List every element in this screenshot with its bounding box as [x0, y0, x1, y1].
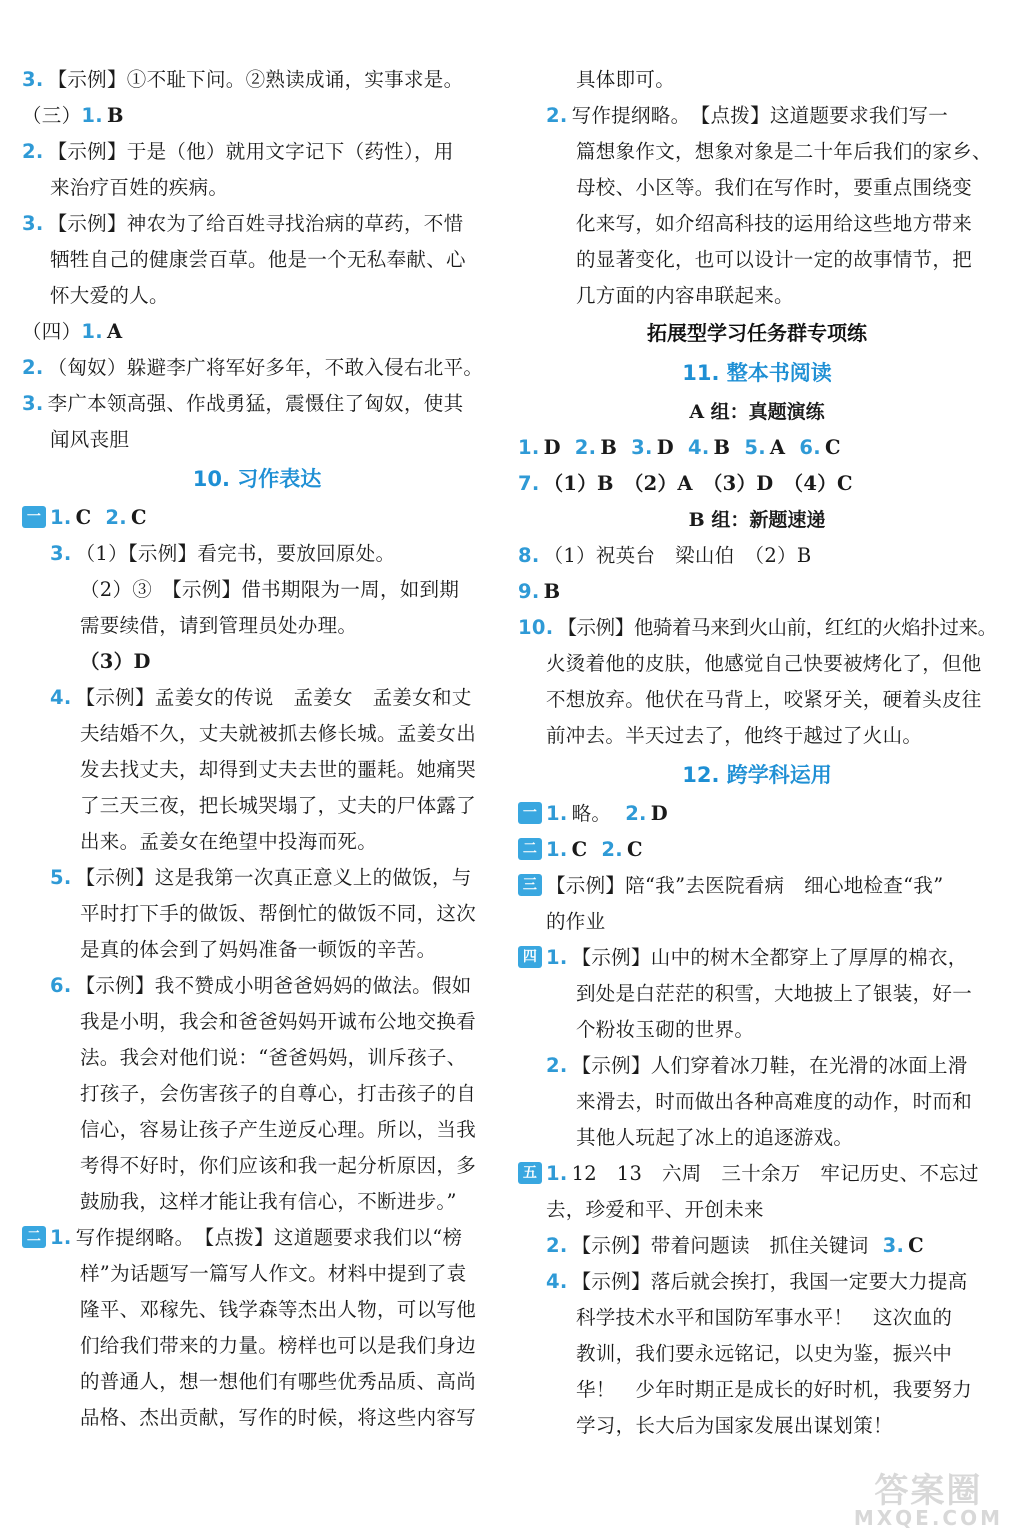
answer-line: 们给我们带来的力量。榜样也可以是我们身边: [80, 1334, 477, 1357]
answer-line: 的作业: [546, 910, 606, 933]
answer-line: 其他人玩起了冰上的追逐游戏。: [576, 1126, 854, 1149]
answer-line: 怀大爱的人。: [50, 284, 169, 307]
answer-line: 3. 李广本领高强、作战勇猛，震慑住了匈奴，使其: [22, 392, 464, 415]
answer-line: 五 1. 12 13 六周 三十余万 牢记历史、不忘过: [518, 1156, 996, 1192]
answer-line: 母校、小区等。我们在写作时，要重点围绕变: [576, 176, 973, 199]
answer-line: 牺牲自己的健康尝百草。他是一个无私奉献、心: [50, 248, 466, 271]
section-title: 10. 习作表达: [192, 467, 322, 491]
answer-line: 到处是白茫茫的积雪，大地披上了银装，好一: [576, 982, 973, 1005]
answer-line: 10. 【示例】他骑着马来到火山前，红红的火焰扑过来。: [518, 616, 997, 639]
answer-line: 三 【示例】陪“我”去医院看病 细心地检查“我”: [518, 868, 996, 904]
answer-line: 4. 【示例】孟姜女的传说 孟姜女 孟姜女和丈: [50, 686, 472, 709]
answer-line: 几方面的内容串联起来。: [576, 284, 794, 307]
answer-line: 华！ 少年时期正是成长的好时机，我要努力: [576, 1378, 973, 1401]
answer-line: 3. 【示例】神农为了给百姓寻找治病的草药，不惜: [22, 212, 464, 235]
answer-line: 闻风丧胆: [50, 428, 130, 451]
answer-line: 5. 【示例】这是我第一次真正意义上的做饭，与: [50, 866, 472, 889]
answer-line: （2）③ 【示例】借书期限为一周，如到期: [80, 578, 460, 601]
part-badge: 一: [22, 506, 46, 528]
answer-line: 2. 【示例】带着问题读 抓住关键词 3. C: [546, 1234, 924, 1257]
left-column: [22, 62, 492, 1436]
answer-line: 信心，容易让孩子产生逆反心理。所以，当我: [80, 1118, 477, 1141]
section-title: 12. 跨学科运用: [682, 763, 832, 787]
answer-line: 我是小明，我会和爸爸妈妈开诚布公地交换看: [80, 1010, 477, 1033]
group-title: B 组：新题速递: [688, 509, 826, 531]
answer-line: 样”为话题写一篇写人作文。材料中提到了袁: [80, 1262, 467, 1285]
right-column: [518, 62, 996, 1444]
answer-line: 9. B: [518, 580, 561, 603]
answer-line: 四 1. 【示例】山中的树木全都穿上了厚厚的棉衣，: [518, 940, 996, 976]
answer-line: （四）1. A: [22, 320, 123, 343]
answer-line: 二 1. 写作提纲略。 【点拨】这道题要求我们以“榜: [22, 1220, 492, 1256]
answer-line: 6. 【示例】我不赞成小明爸爸妈妈的做法。假如: [50, 974, 472, 997]
part-badge: 五: [518, 1162, 542, 1184]
answer-line: 3. 【示例】①不耻下问。②熟读成诵，实事求是。: [22, 68, 464, 91]
answer-line: 1. D 2. B 3. D 4. B 5. A 6. C: [518, 436, 841, 459]
answer-line: 具体即可。: [576, 68, 676, 91]
answer-line: 需要续借，请到管理员处办理。: [80, 614, 358, 637]
section-title: 11. 整本书阅读: [682, 361, 832, 385]
answer-line: 个粉妆玉砌的世界。: [576, 1018, 755, 1041]
answer-line: 来治疗百姓的疾病。: [50, 176, 229, 199]
answer-line: 2. 【示例】于是（他）就用文字记下（药性），用: [22, 140, 454, 163]
answer-line: 法。我会对他们说：“爸爸妈妈，训斥孩子、: [80, 1046, 467, 1069]
answer-line: 打孩子，会伤害孩子的自尊心，打击孩子的自: [80, 1082, 477, 1105]
answer-line: 学习，长大后为国家发展出谋划策！: [576, 1414, 893, 1437]
answer-line: 火烫着他的皮肤，他感觉自己快要被烤化了，但他: [546, 652, 982, 675]
answer-line: 8. （1）祝英台 梁山伯 （2）B: [518, 544, 812, 567]
answer-line: 了三天三夜，把长城哭塌了，丈夫的尸体露了: [80, 794, 477, 817]
part-badge: 二: [22, 1226, 46, 1248]
answer-line: 发去找丈夫，却得到丈夫去世的噩耗。她痛哭: [80, 758, 477, 781]
part-badge: 三: [518, 874, 542, 896]
group-title: A 组：真题演练: [689, 401, 825, 423]
answer-line: 平时打下手的做饭、帮倒忙的做饭不同，这次: [80, 902, 477, 925]
site-watermark: 答案圈 MXQE.COM: [853, 1471, 1003, 1530]
answer-line: 出来。孟姜女在绝望中投海而死。: [80, 830, 378, 853]
answer-line: 考得不好时，你们应该和我一起分析原因，多: [80, 1154, 477, 1177]
answer-line: 夫结婚不久，丈夫就被抓去修长城。孟姜女出: [80, 722, 477, 745]
answer-line: 的普通人，想一想他们有哪些优秀品质、高尚: [80, 1370, 477, 1393]
answer-line: 前冲去。半天过去了，他终于越过了火山。: [546, 724, 923, 747]
answer-line: 化来写，如介绍高科技的运用给这些地方带来: [576, 212, 973, 235]
answer-line: 隆平、邓稼先、钱学森等杰出人物，可以写他: [80, 1298, 477, 1321]
part-badge: 二: [518, 838, 542, 860]
answer-line: 教训，我们要永远铭记，以史为鉴，振兴中: [576, 1342, 953, 1365]
answer-line: 是真的体会到了妈妈准备一顿饭的辛苦。: [80, 938, 437, 961]
answer-line: 2. 【示例】人们穿着冰刀鞋，在光滑的冰面上滑: [546, 1054, 968, 1077]
answer-line: （3）D: [80, 650, 151, 673]
answer-line: 2. 写作提纲略。 【点拨】这道题要求我们写一: [546, 104, 949, 127]
page-title: 拓展型学习任务群专项练: [647, 321, 867, 345]
part-badge: 四: [518, 946, 542, 968]
answer-line: 7. （1）B （2）A （3）D （4）C: [518, 472, 853, 495]
answer-line: 一 1. 略。 2. D: [518, 796, 996, 832]
answer-line: 一 1. C 2. C: [22, 500, 492, 536]
answer-line: 来滑去，时而做出各种高难度的动作，时而和: [576, 1090, 973, 1113]
answer-line: 去，珍爱和平、开创未来: [546, 1198, 764, 1221]
answer-line: 科学技术水平和国防军事水平！ 这次血的: [576, 1306, 953, 1329]
answer-line: 鼓励我，这样才能让我有信心，不断进步。”: [80, 1190, 457, 1213]
answer-line: 篇想象作文，想象对象是二十年后我们的家乡、: [576, 140, 992, 163]
answer-line: 4. 【示例】落后就会挨打，我国一定要大力提高: [546, 1270, 968, 1293]
answer-line: 2. （匈奴）躲避李广将军好多年，不敢入侵右北平。: [22, 356, 484, 379]
answer-line: 品格、杰出贡献，写作的时候，将这些内容写: [80, 1406, 477, 1429]
answer-line: 不想放弃。他伏在马背上，咬紧牙关，硬着头皮往: [546, 688, 982, 711]
part-badge: 一: [518, 802, 542, 824]
answer-line: （三）1. B: [22, 104, 124, 127]
answer-line: 二 1. C 2. C: [518, 832, 996, 868]
answer-line: 的显著变化，也可以设计一定的故事情节，把: [576, 248, 973, 271]
answer-line: 3. （1）【示例】看完书，要放回原处。: [50, 542, 396, 565]
